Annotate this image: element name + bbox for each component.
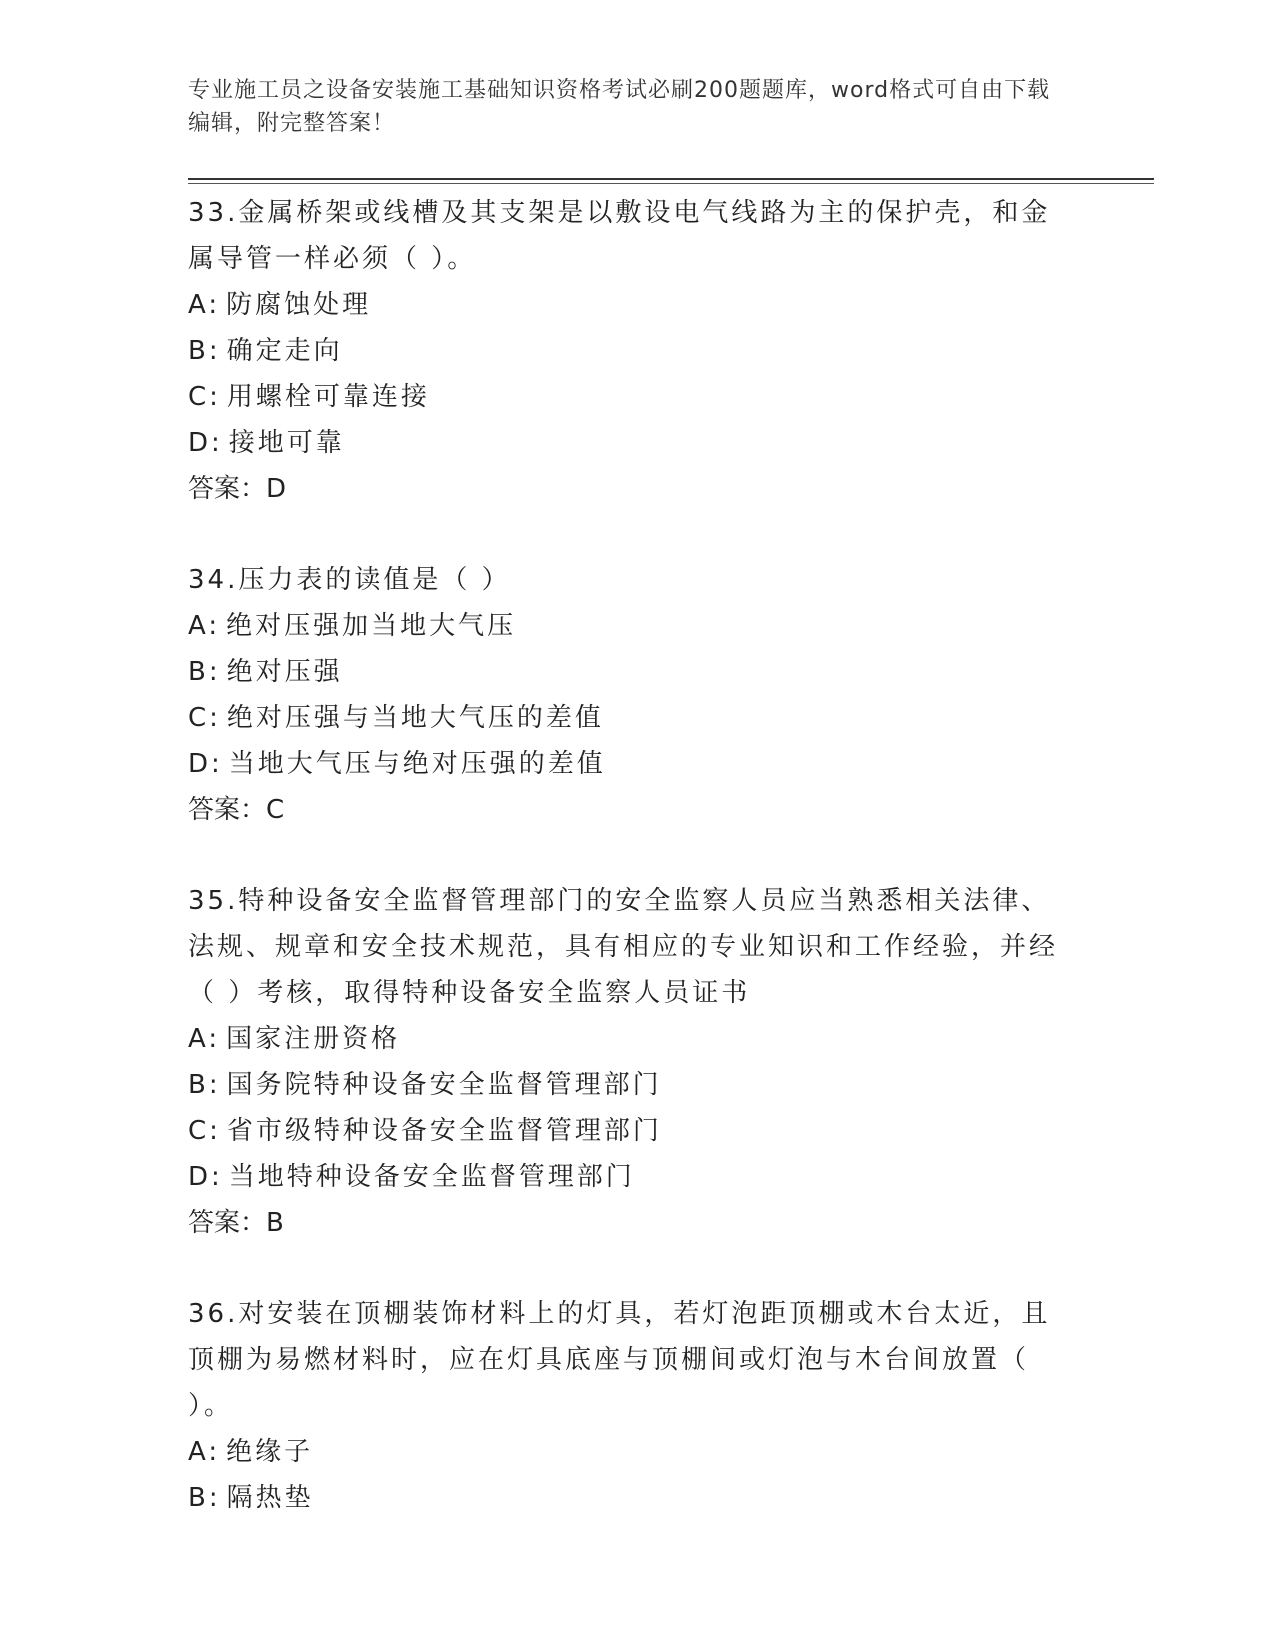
option-c — [188, 695, 1088, 741]
option-text: 隔热垫 — [226, 1483, 314, 1513]
option-key: B: — [188, 657, 221, 687]
option-key: A: — [188, 290, 221, 320]
option-b — [188, 1062, 1088, 1108]
option-text: 接地可靠 — [228, 428, 345, 458]
option-key: A: — [188, 1024, 221, 1054]
answer-line: 答案：B — [188, 1208, 284, 1238]
option-a — [188, 603, 1088, 649]
question-34 — [188, 557, 1088, 833]
option-key: C: — [188, 703, 221, 733]
option-b — [188, 328, 1088, 374]
option-text: 国务院特种设备安全监督管理部门 — [226, 1070, 662, 1100]
option-key: D: — [188, 1162, 223, 1192]
option-key: A: — [188, 611, 221, 641]
option-key: B: — [188, 336, 221, 366]
question-stem: 35.特种设备安全监督管理部门的安全监察人员应当熟悉相关法律、法规、规章和安全技术规范，具有相应的专业知识和工作经验，并经（ ）考核，取得特种设备安全监察人员证书 — [188, 886, 1059, 1008]
option-d — [188, 1154, 1088, 1200]
header-divider-thin — [188, 183, 1154, 184]
option-text: 用螺栓可靠连接 — [226, 382, 430, 412]
option-text: 国家注册资格 — [226, 1024, 401, 1054]
option-text: 省市级特种设备安全监督管理部门 — [226, 1116, 662, 1146]
header-divider-thick — [188, 178, 1154, 180]
option-c — [188, 1108, 1088, 1154]
option-a — [188, 1016, 1088, 1062]
question-stem: 34.压力表的读值是（ ） — [188, 565, 511, 595]
question-33 — [188, 190, 1088, 512]
question-stem: 36.对安装在顶棚装饰材料上的灯具，若灯泡距顶棚或木台太近，且顶棚为易燃材料时，应在灯具底座与顶棚间或灯泡与木台间放置（ ）。 — [188, 1299, 1051, 1421]
option-key: C: — [188, 1116, 221, 1146]
option-text: 当地特种设备安全监督管理部门 — [228, 1162, 635, 1192]
question-list — [188, 190, 1088, 1566]
option-key: B: — [188, 1070, 221, 1100]
question-stem: 33.金属桥架或线槽及其支架是以敷设电气线路为主的保护壳，和金属导管一样必须（ ）。 — [188, 198, 1051, 274]
document-header: 专业施工员之设备安装施工基础知识资格考试必刷200题题库，word格式可自由下载编辑，附完整答案！ — [188, 78, 1051, 136]
option-text: 确定走向 — [226, 336, 343, 366]
option-text: 绝对压强加当地大气压 — [226, 611, 517, 641]
option-key: D: — [188, 749, 223, 779]
answer-line: 答案：C — [188, 795, 285, 825]
option-d — [188, 741, 1088, 787]
option-text: 绝对压强 — [226, 657, 343, 687]
option-a — [188, 1429, 1088, 1475]
option-a — [188, 282, 1088, 328]
question-35 — [188, 878, 1088, 1246]
question-36 — [188, 1291, 1088, 1521]
option-key: D: — [188, 428, 223, 458]
option-key: C: — [188, 382, 221, 412]
option-b — [188, 649, 1088, 695]
option-text: 当地大气压与绝对压强的差值 — [228, 749, 606, 779]
answer-line: 答案：D — [188, 474, 287, 504]
option-d — [188, 420, 1088, 466]
option-b — [188, 1475, 1088, 1521]
option-text: 绝缘子 — [226, 1437, 314, 1467]
option-c — [188, 374, 1088, 420]
option-text: 防腐蚀处理 — [226, 290, 372, 320]
option-text: 绝对压强与当地大气压的差值 — [226, 703, 604, 733]
option-key: A: — [188, 1437, 221, 1467]
option-key: B: — [188, 1483, 221, 1513]
